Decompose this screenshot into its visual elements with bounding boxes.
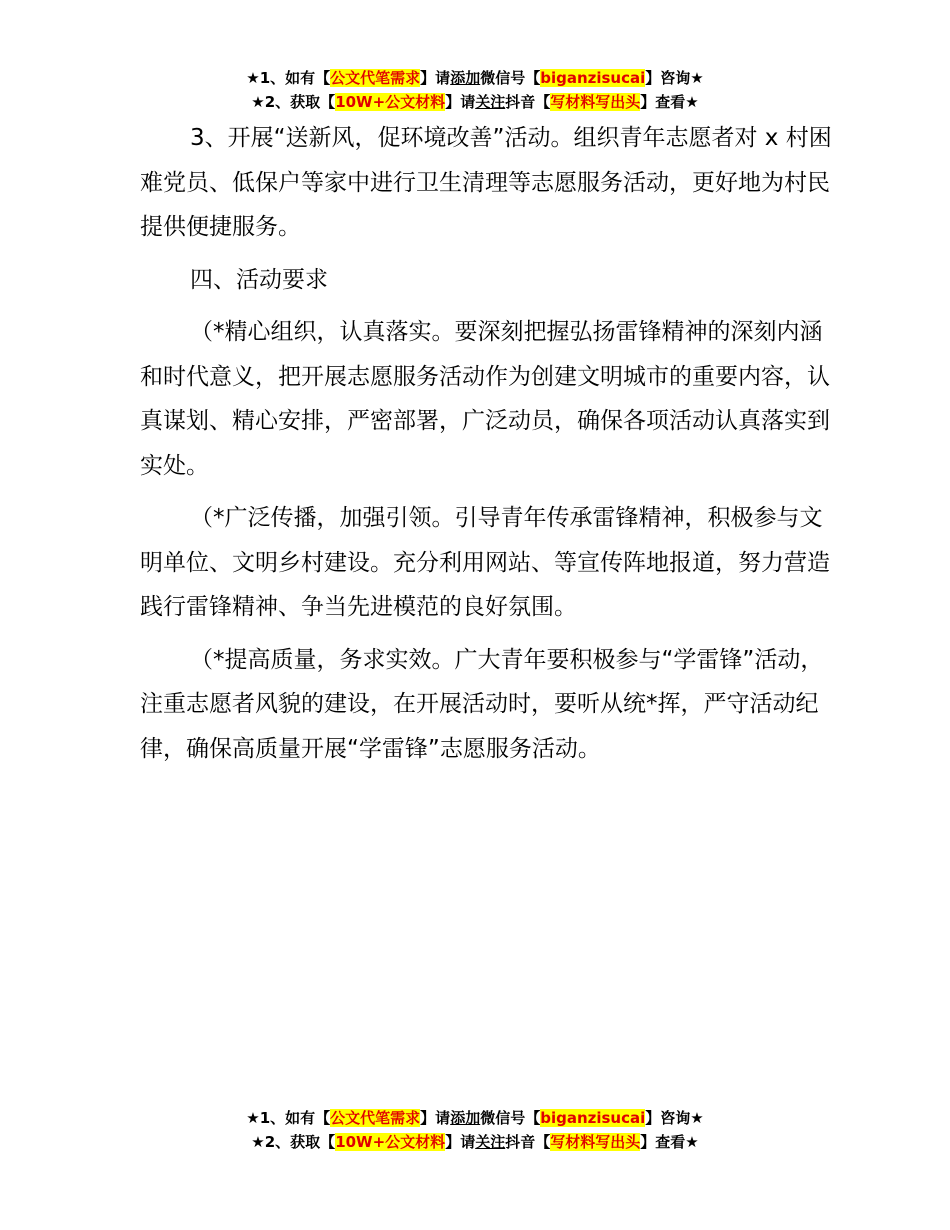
document-body bbox=[140, 116, 840, 779]
banner-underlined: 添加 bbox=[450, 69, 481, 87]
banner-line-2 bbox=[0, 1130, 950, 1154]
footer-banner bbox=[0, 1106, 950, 1154]
banner-highlight: biganzisucai bbox=[540, 1109, 646, 1127]
paragraph-requirement-2: （*广泛传播，加强引领。引导青年传承雷锋精神，积极参与文明单位、文明乡村建设。充分利用网站、等宣传阵地报道，努力营造践行雷锋精神、争当先进模范的良好氛围。 bbox=[140, 505, 830, 620]
banner-line-2 bbox=[0, 90, 950, 114]
banner-text: 】查看★ bbox=[640, 1133, 699, 1151]
header-banner bbox=[0, 66, 950, 114]
banner-text: ★1、如有【 bbox=[246, 1109, 331, 1127]
banner-highlight: 公文代笔需求 bbox=[330, 1109, 421, 1127]
banner-highlight: 10W+公文材料 bbox=[335, 1133, 446, 1151]
banner-text: ★2、获取【 bbox=[251, 93, 336, 111]
banner-text: 微信号【 bbox=[480, 1109, 541, 1127]
banner-text: 】请 bbox=[445, 93, 476, 111]
banner-highlight: 公文代笔需求 bbox=[330, 69, 421, 87]
banner-highlight: biganzisucai bbox=[540, 69, 646, 87]
paragraph-requirement-1: （*精心组织，认真落实。要深刻把握弘扬雷锋精神的深刻内涵和时代意义，把开展志愿服务活动作为创建文明城市的重要内容，认真谋划、精心安排，严密部署，广泛动员，确保各项活动认真落实到实处。 bbox=[140, 319, 830, 479]
banner-line-1 bbox=[0, 1106, 950, 1130]
banner-text: 】请 bbox=[445, 1133, 476, 1151]
banner-text: 】请 bbox=[420, 69, 451, 87]
section-heading: 四、活动要求 bbox=[190, 266, 328, 293]
banner-text: 】咨询★ bbox=[645, 1109, 704, 1127]
banner-underlined: 关注 bbox=[475, 93, 506, 111]
banner-text: ★2、获取【 bbox=[251, 1133, 336, 1151]
paragraph-activity-3: 3、开展“送新风，促环境改善”活动。组织青年志愿者对 x 村困难党员、低保户等家中进行卫生清理等志愿服务活动，更好地为村民提供便捷服务。 bbox=[140, 125, 832, 240]
banner-text: 抖音【 bbox=[505, 93, 551, 111]
banner-highlight: 写材料写出头 bbox=[550, 93, 641, 111]
banner-text: ★1、如有【 bbox=[246, 69, 331, 87]
banner-underlined: 添加 bbox=[450, 1109, 481, 1127]
paragraph-requirement-3: （*提高质量，务求实效。广大青年要积极参与“学雷锋”活动，注重志愿者风貌的建设，在开展活动时，要听从统*挥，严守活动纪律，确保高质量开展“学雷锋”志愿服务活动。 bbox=[140, 646, 824, 762]
banner-text: 】咨询★ bbox=[645, 69, 704, 87]
banner-line-1 bbox=[0, 66, 950, 90]
banner-text: 】请 bbox=[420, 1109, 451, 1127]
banner-highlight: 10W+公文材料 bbox=[335, 93, 446, 111]
banner-text: 抖音【 bbox=[505, 1133, 551, 1151]
banner-underlined: 关注 bbox=[475, 1133, 506, 1151]
banner-text: 微信号【 bbox=[480, 69, 541, 87]
banner-text: 】查看★ bbox=[640, 93, 699, 111]
banner-highlight: 写材料写出头 bbox=[550, 1133, 641, 1151]
